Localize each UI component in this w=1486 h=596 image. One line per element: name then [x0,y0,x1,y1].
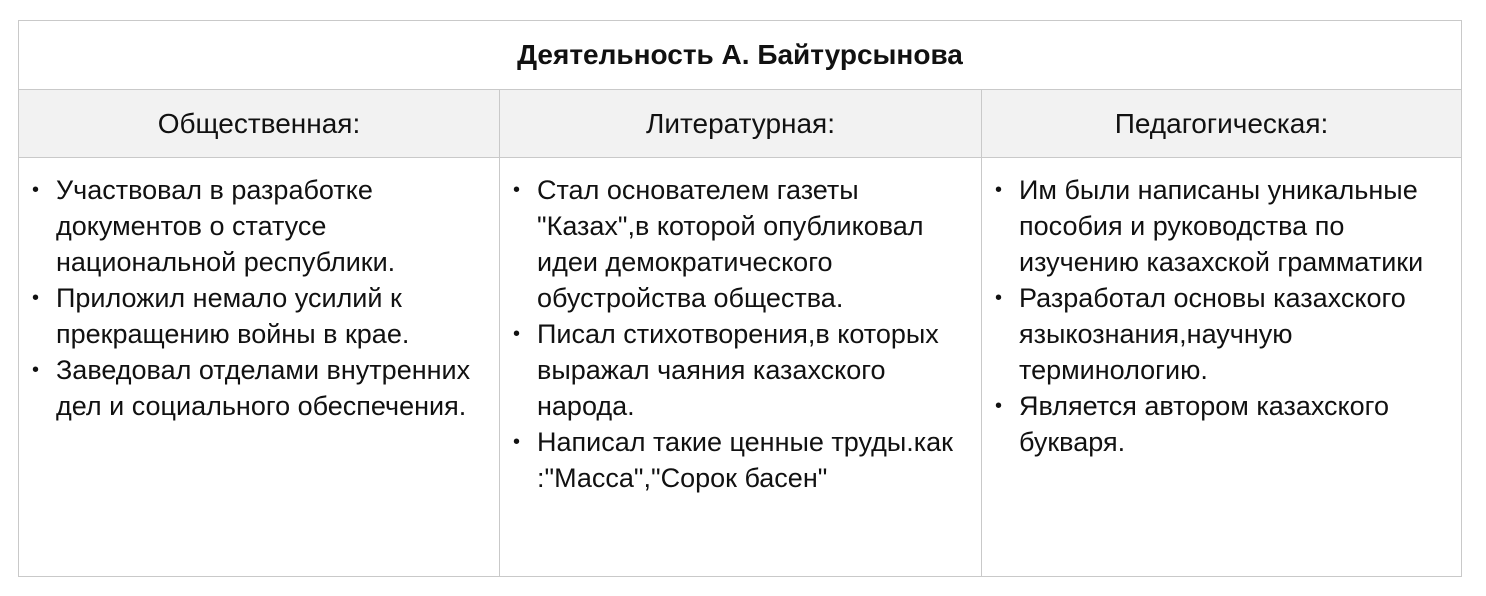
activities-table [18,20,1462,577]
bullet-icon: • [32,359,40,381]
list-social [29,172,489,424]
bullet-icon: • [32,179,40,201]
list-item-text: Писал стихотворения,в которых выражал чаяния казахского народа. [537,319,939,421]
column-pedagogical [982,90,1461,577]
header-social: Общественная: [19,90,499,158]
list-item [510,316,971,424]
cell-pedagogical [982,158,1461,577]
header-pedagogical: Педагогическая: [982,90,1461,158]
list-item-text: Является автором казахского букваря. [1019,391,1389,457]
header-literary: Литературная: [500,90,981,158]
bullet-icon: • [513,323,521,345]
list-item [29,352,489,424]
list-pedagogical [992,172,1451,460]
list-item-text: Написал такие ценные труды.как :"Масса","Сорок басен" [537,427,953,493]
list-item-text: Им были написаны уникальные пособия и руководства по изучению казахской грамматики [1019,175,1424,277]
cell-literary [500,158,981,577]
column-social [19,90,500,577]
column-literary [500,90,982,577]
bullet-icon: • [513,431,521,453]
table-title: Деятельность А. Байтурсынова [19,21,1461,90]
list-item [992,280,1451,388]
list-item-text: Заведовал отделами внутренних дел и социального обеспечения. [56,355,471,421]
cell-social [19,158,499,577]
bullet-icon: • [995,179,1003,201]
list-item-text: Стал основателем газеты "Казах",в которой опубликовал идеи демократического обустройства общества. [537,175,924,313]
list-item [992,172,1451,280]
list-item [29,172,489,280]
table-grid [19,90,1461,577]
bullet-icon: • [32,287,40,309]
bullet-icon: • [513,179,521,201]
list-item-text: Приложил немало усилий к прекращению войны в крае. [56,283,410,349]
bullet-icon: • [995,287,1003,309]
list-item [510,172,971,316]
bullet-icon: • [995,395,1003,417]
list-literary [510,172,971,496]
list-item [992,388,1451,460]
list-item [510,424,971,496]
list-item-text: Разработал основы казахского языкознания,научную терминологию. [1019,283,1406,385]
list-item-text: Участвовал в разработке документов о статусе национальной республики. [56,175,396,277]
list-item [29,280,489,352]
